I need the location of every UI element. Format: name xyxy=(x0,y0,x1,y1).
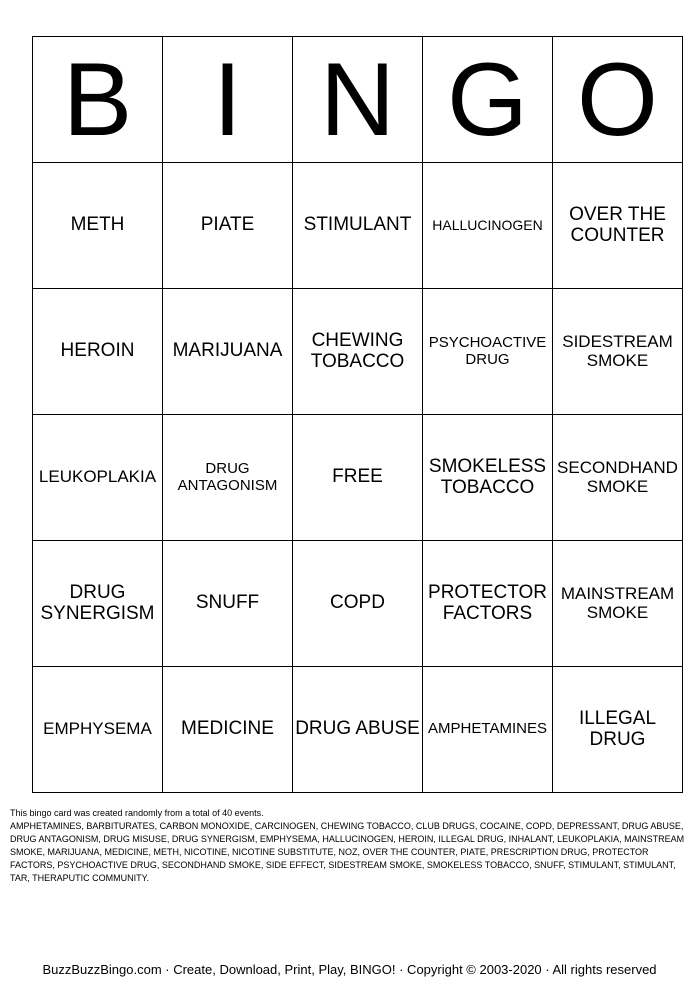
free-space-cell: FREE xyxy=(293,415,423,541)
card-row xyxy=(33,667,683,793)
bingo-cell: HALLUCINOGEN xyxy=(423,163,553,289)
bingo-cell: LEUKOPLAKIA xyxy=(33,415,163,541)
bingo-cell: PIATE xyxy=(163,163,293,289)
bingo-cell: METH xyxy=(33,163,163,289)
event-list-note xyxy=(10,807,690,885)
note-event-list: AMPHETAMINES, BARBITURATES, CARBON MONOXIDE, CARCINOGEN, CHEWING TOBACCO, CLUB DRUGS, COCAINE, COPD, DEPRESSANT, DRUG ABUSE, DRUG ANTAGONISM, DRUG MISUSE, DRUG SYNERGISM, EMPHYSEMA, HALLUCINOGEN, HEROIN, ILLEGAL DRUG, INHALANT, LEUKOPLAKIA, MAINSTREAM SMOKE, MARIJUANA, MEDICINE, METH, NICOTINE, NICOTINE SUBSTITUTE, NOZ, OVER THE COUNTER, PIATE, PRESCRIPTION DRUG, PROTECTOR FACTORS, PSYCHOACTIVE DRUG, SECONDHAND SMOKE, SIDE EFFECT, SIDESTREAM SMOKE, SMOKELESS TOBACCO, SNUFF, STIMULANT, STIMULANT, TAR, THERAPUTIC COMMUNITY. xyxy=(10,821,685,883)
header-row xyxy=(33,37,683,163)
bingo-cell: AMPHETAMINES xyxy=(423,667,553,793)
bingo-cell: PSYCHOACTIVE DRUG xyxy=(423,289,553,415)
bingo-cell: MEDICINE xyxy=(163,667,293,793)
bingo-card xyxy=(32,36,683,793)
bingo-cell: ILLEGAL DRUG xyxy=(553,667,683,793)
bingo-cell: CHEWING TOBACCO xyxy=(293,289,423,415)
bingo-cell: SMOKELESS TOBACCO xyxy=(423,415,553,541)
bingo-cell: DRUG SYNERGISM xyxy=(33,541,163,667)
bingo-cell: MARIJUANA xyxy=(163,289,293,415)
bingo-cell: DRUG ABUSE xyxy=(293,667,423,793)
header-letter-o: O xyxy=(553,37,683,163)
bingo-cell: EMPHYSEMA xyxy=(33,667,163,793)
card-row xyxy=(33,541,683,667)
header-letter-g: G xyxy=(423,37,553,163)
card-row xyxy=(33,163,683,289)
bingo-cell: HEROIN xyxy=(33,289,163,415)
bingo-cell: COPD xyxy=(293,541,423,667)
bingo-cell: DRUG ANTAGONISM xyxy=(163,415,293,541)
header-letter-b: B xyxy=(33,37,163,163)
card-row xyxy=(33,415,683,541)
bingo-cell: SNUFF xyxy=(163,541,293,667)
bingo-cell: STIMULANT xyxy=(293,163,423,289)
bingo-cell: OVER THE COUNTER xyxy=(553,163,683,289)
bingo-cell: MAINSTREAM SMOKE xyxy=(553,541,683,667)
bingo-cell: PROTECTOR FACTORS xyxy=(423,541,553,667)
bingo-cell: SECONDHAND SMOKE xyxy=(553,415,683,541)
note-intro: This bingo card was created randomly from a total of 40 events. xyxy=(10,808,264,818)
bingo-cell: SIDESTREAM SMOKE xyxy=(553,289,683,415)
header-letter-i: I xyxy=(163,37,293,163)
card-row xyxy=(33,289,683,415)
header-letter-n: N xyxy=(293,37,423,163)
copyright-footer: BuzzBuzzBingo.com · Create, Download, Print, Play, BINGO! · Copyright © 2003-2020 · All rights reserved xyxy=(42,962,657,977)
